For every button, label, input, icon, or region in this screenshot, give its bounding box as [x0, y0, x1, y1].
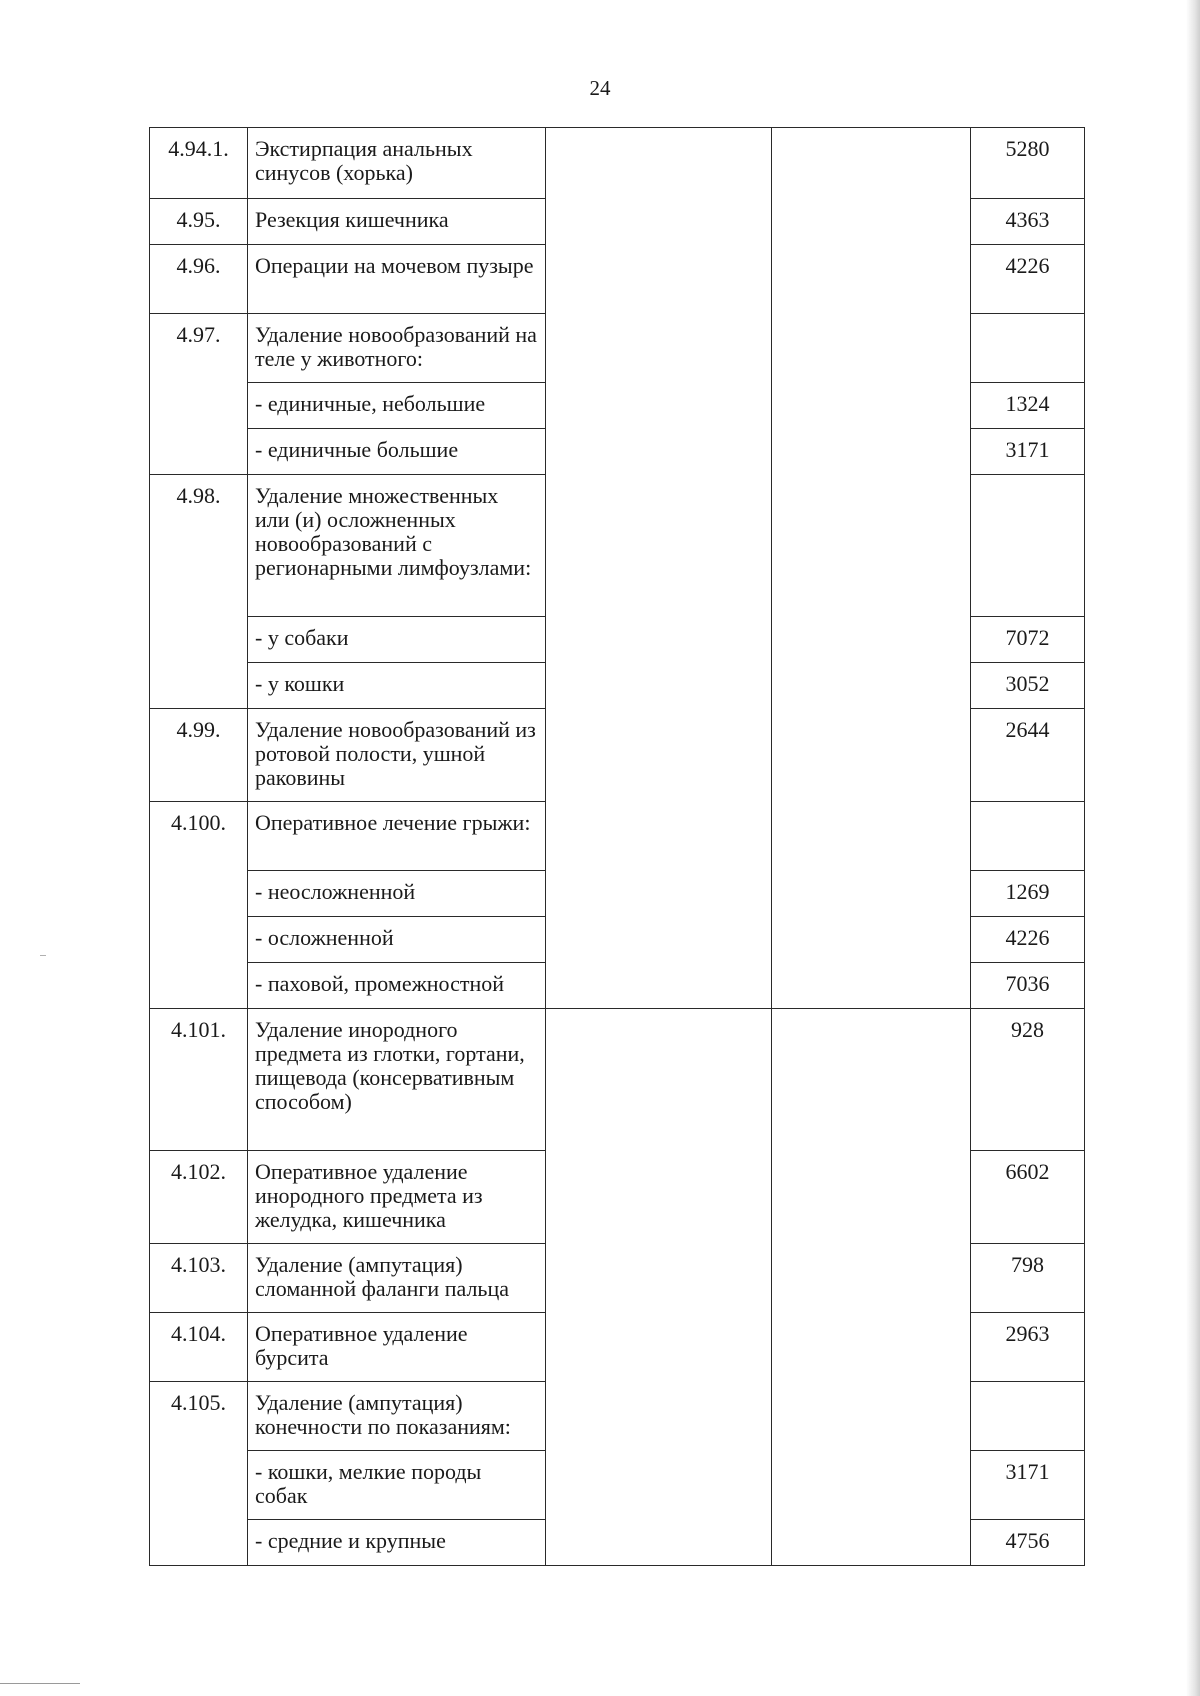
item-number: 4.105. [150, 1382, 248, 1566]
item-number: 4.94.1. [150, 128, 248, 199]
scan-mark [0, 1683, 80, 1684]
service-name: - единичные большие [248, 429, 546, 475]
service-price: 3171 [971, 1451, 1085, 1520]
service-name: - средние и крупные [248, 1520, 546, 1566]
service-price: 4756 [971, 1520, 1085, 1566]
service-price: 5280 [971, 128, 1085, 199]
item-number: 4.103. [150, 1244, 248, 1313]
service-name: Удаление множественных или (и) осложненных новообразований с регионарными лимфоузлами: [248, 475, 546, 617]
service-price: 2644 [971, 709, 1085, 802]
item-number: 4.95. [150, 199, 248, 245]
service-name: Резекция кишечника [248, 199, 546, 245]
page-number: 24 [589, 76, 611, 100]
service-name: Оперативное удаление инородного предмета из желудка, кишечника [248, 1151, 546, 1244]
service-name: - неосложненной [248, 871, 546, 917]
service-price: 4226 [971, 245, 1085, 314]
table-row [150, 128, 1085, 199]
service-price: 1269 [971, 871, 1085, 917]
service-name: Экстирпация анальных синусов (хорька) [248, 128, 546, 199]
service-price: 7036 [971, 963, 1085, 1009]
service-price: 7072 [971, 617, 1085, 663]
service-price: 928 [971, 1009, 1085, 1151]
service-price: 4363 [971, 199, 1085, 245]
service-name: Удаление (ампутация) конечности по показаниям: [248, 1382, 546, 1451]
service-name: Операции на мочевом пузыре [248, 245, 546, 314]
service-name: Удаление новообразований на теле у животного: [248, 314, 546, 383]
service-price: 4226 [971, 917, 1085, 963]
service-price [971, 314, 1085, 383]
service-price: 3171 [971, 429, 1085, 475]
item-number: 4.99. [150, 709, 248, 802]
service-name: Удаление инородного предмета из глотки, гортани, пищевода (консервативным способом) [248, 1009, 546, 1151]
service-name: Удаление новообразований из ротовой полости, ушной раковины [248, 709, 546, 802]
blank-column-cell [546, 1009, 772, 1566]
service-name: - паховой, промежностной [248, 963, 546, 1009]
service-price [971, 1382, 1085, 1451]
table-row [150, 1009, 1085, 1151]
blank-column-cell [546, 128, 772, 1009]
service-price: 3052 [971, 663, 1085, 709]
service-name: - у собаки [248, 617, 546, 663]
blank-column-cell [772, 128, 971, 1009]
service-price [971, 802, 1085, 871]
item-number: 4.96. [150, 245, 248, 314]
service-name: - осложненной [248, 917, 546, 963]
item-number: 4.104. [150, 1313, 248, 1382]
service-name: - у кошки [248, 663, 546, 709]
service-name: Удаление (ампутация) сломанной фаланги пальца [248, 1244, 546, 1313]
service-name: Оперативное удаление бурсита [248, 1313, 546, 1382]
blank-column-cell [772, 1009, 971, 1566]
service-price [971, 475, 1085, 617]
item-number: 4.97. [150, 314, 248, 475]
item-number: 4.98. [150, 475, 248, 709]
scan-mark [40, 955, 46, 956]
item-number: 4.100. [150, 802, 248, 1009]
service-name: - единичные, небольшие [248, 383, 546, 429]
service-price: 1324 [971, 383, 1085, 429]
scan-edge-shadow [1186, 0, 1200, 1696]
service-name: Оперативное лечение грыжи: [248, 802, 546, 871]
service-name: - кошки, мелкие породы собак [248, 1451, 546, 1520]
service-price: 6602 [971, 1151, 1085, 1244]
item-number: 4.101. [150, 1009, 248, 1151]
item-number: 4.102. [150, 1151, 248, 1244]
service-price: 2963 [971, 1313, 1085, 1382]
price-table [149, 127, 1085, 1566]
service-price: 798 [971, 1244, 1085, 1313]
